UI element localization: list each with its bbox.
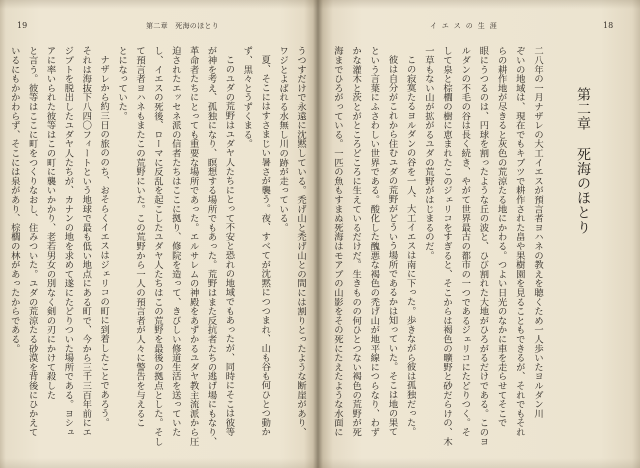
text-column: が神を考え、孤独になり、瞑想する場所でもあった。荒野はまた反抗者たちの逃げ場にもなり、 (205, 46, 217, 446)
chapter-name: 死海のほとり (575, 146, 591, 235)
text-column: この寂寞たるヨルダンの谷を一人、大工イエスは南に下った。歩きながら彼は孤独だった。 (404, 55, 416, 437)
text-column: て預言者ヨハネもまたこの荒野にいた。この荒野から一人の預言者が人々に警告を与えるこ (133, 46, 145, 428)
text-column: かな灌木と茨とがところどころに生えているだけだ。生きものの何ひとつない褐色の荒野が死 (350, 46, 362, 437)
text-column: このユダの荒野はユダヤ人たちにとって不安と恐れの地域でもあったが、同時にそこは彼等 (223, 55, 235, 437)
text-column: という言葉にふさわしい世界である。酸化した醜悪な褐色の禿げ山が地平線につらなり、わず (368, 46, 380, 437)
running-head: イエスの生涯 (430, 22, 502, 30)
text-column: ワジとよばれる水無し川の跡が走っている。 (277, 46, 289, 232)
text-column: 眼にうつるのは、円球を割ったような丘の波と、ひび割れた大地がひろがるだけである。このヨ (477, 46, 489, 446)
text-column: らの耕作地が尽きると灰色の荒涼たる地にかわる。つよい日光のなかに車を走らせてそこで (495, 46, 507, 428)
running-head: 第二章 死海のほとり (146, 22, 219, 30)
text-column: とになっていた。 (116, 46, 128, 121)
text-column: し、イエスの死後、ローマに反乱を起こしたユダヤ人たちはこの荒野を最後の拠点とした。そし (151, 46, 163, 446)
text-column: 夏、そこにはすさまじい暑さが襲う。夜、すべてが沈黙につつまれ、山も谷も何ひとつ動か (259, 55, 271, 437)
text-column: ルダンの不毛の谷は長く続き、やがて世界最古の都市の一つであるジェリコにたどりつく。そ (459, 46, 471, 437)
text-column: ぞいの地域は、現在でもキブツで耕作された畠や果樹園を見ることもできるが、それでもそれ (513, 46, 525, 437)
chapter-number: 第二章 (575, 87, 591, 131)
text-column: ず、黒々とうずくまる。 (241, 46, 253, 149)
text-column: それは海抜下八四〇フィートという地球で最も低い地点にある町で、今から三千三百年前にエ (80, 46, 92, 437)
body-text (327, 46, 546, 446)
text-column: 革命者たちにとっても重要な場所であった。エルサレムの神殿をあずかるユダヤ教主流派から圧 (187, 46, 199, 446)
text-column: ジプトを脱出したユダヤ人たちが、カナンの地を求めて遂にたどりついた場所である。ヨシュ (62, 46, 74, 437)
text-column: アに率いられた彼等はこの町に襲いかかり、老若男女の別なく剣の刃にかけて殺した (44, 46, 56, 400)
text-column: 二八年の一月ナザレの大工イエスが預言者ヨハネの教えを聴くため一人歩いたヨルダン川 (532, 46, 543, 418)
text-column: 彼は自分がこれから住むユダの荒野がどういう場所であるかは知っていた。そこは地の果て (386, 55, 398, 437)
text-column: 迫されたエッセネ派の信者たちはここに拠り、修院を造って、きびしい修道生活を送っていた (169, 46, 181, 437)
right-page (320, 0, 640, 468)
text-column: 海までひろがっている。一匹の魚もすまぬ死海はモアブの山影をその死にたえたような水面に (331, 46, 343, 437)
page-number: 19 (17, 21, 28, 30)
text-column: ナザレから約三日の旅ののち、おそらくイエスはジェリコの町に到着したことであろう。 (98, 55, 110, 428)
text-column: して泉と棕櫚の樹に恵まれたこのジェリコをすぎると、そこからは褐色の曠野と砂だらけの、木 (441, 46, 453, 446)
text-column: うつすだけで永遠に沈黙している。禿げ山と禿げ山との間には割りとったような断崖があり、 (295, 46, 306, 437)
text-column: と言う。彼等はここに町をつくりなおし、住みついた。ユダの荒涼たる砂漠を背後にひかえて (26, 46, 38, 437)
text-column: いるにもかかわらず、そこには泉があり、棕櫚の林があったからである。 (8, 46, 20, 353)
page-number: 18 (603, 21, 614, 30)
text-column: 一草もない山が拡がるユダの荒野がはじまるのだ。 (422, 46, 434, 260)
body-text (5, 46, 309, 446)
chapter-title (573, 87, 593, 247)
